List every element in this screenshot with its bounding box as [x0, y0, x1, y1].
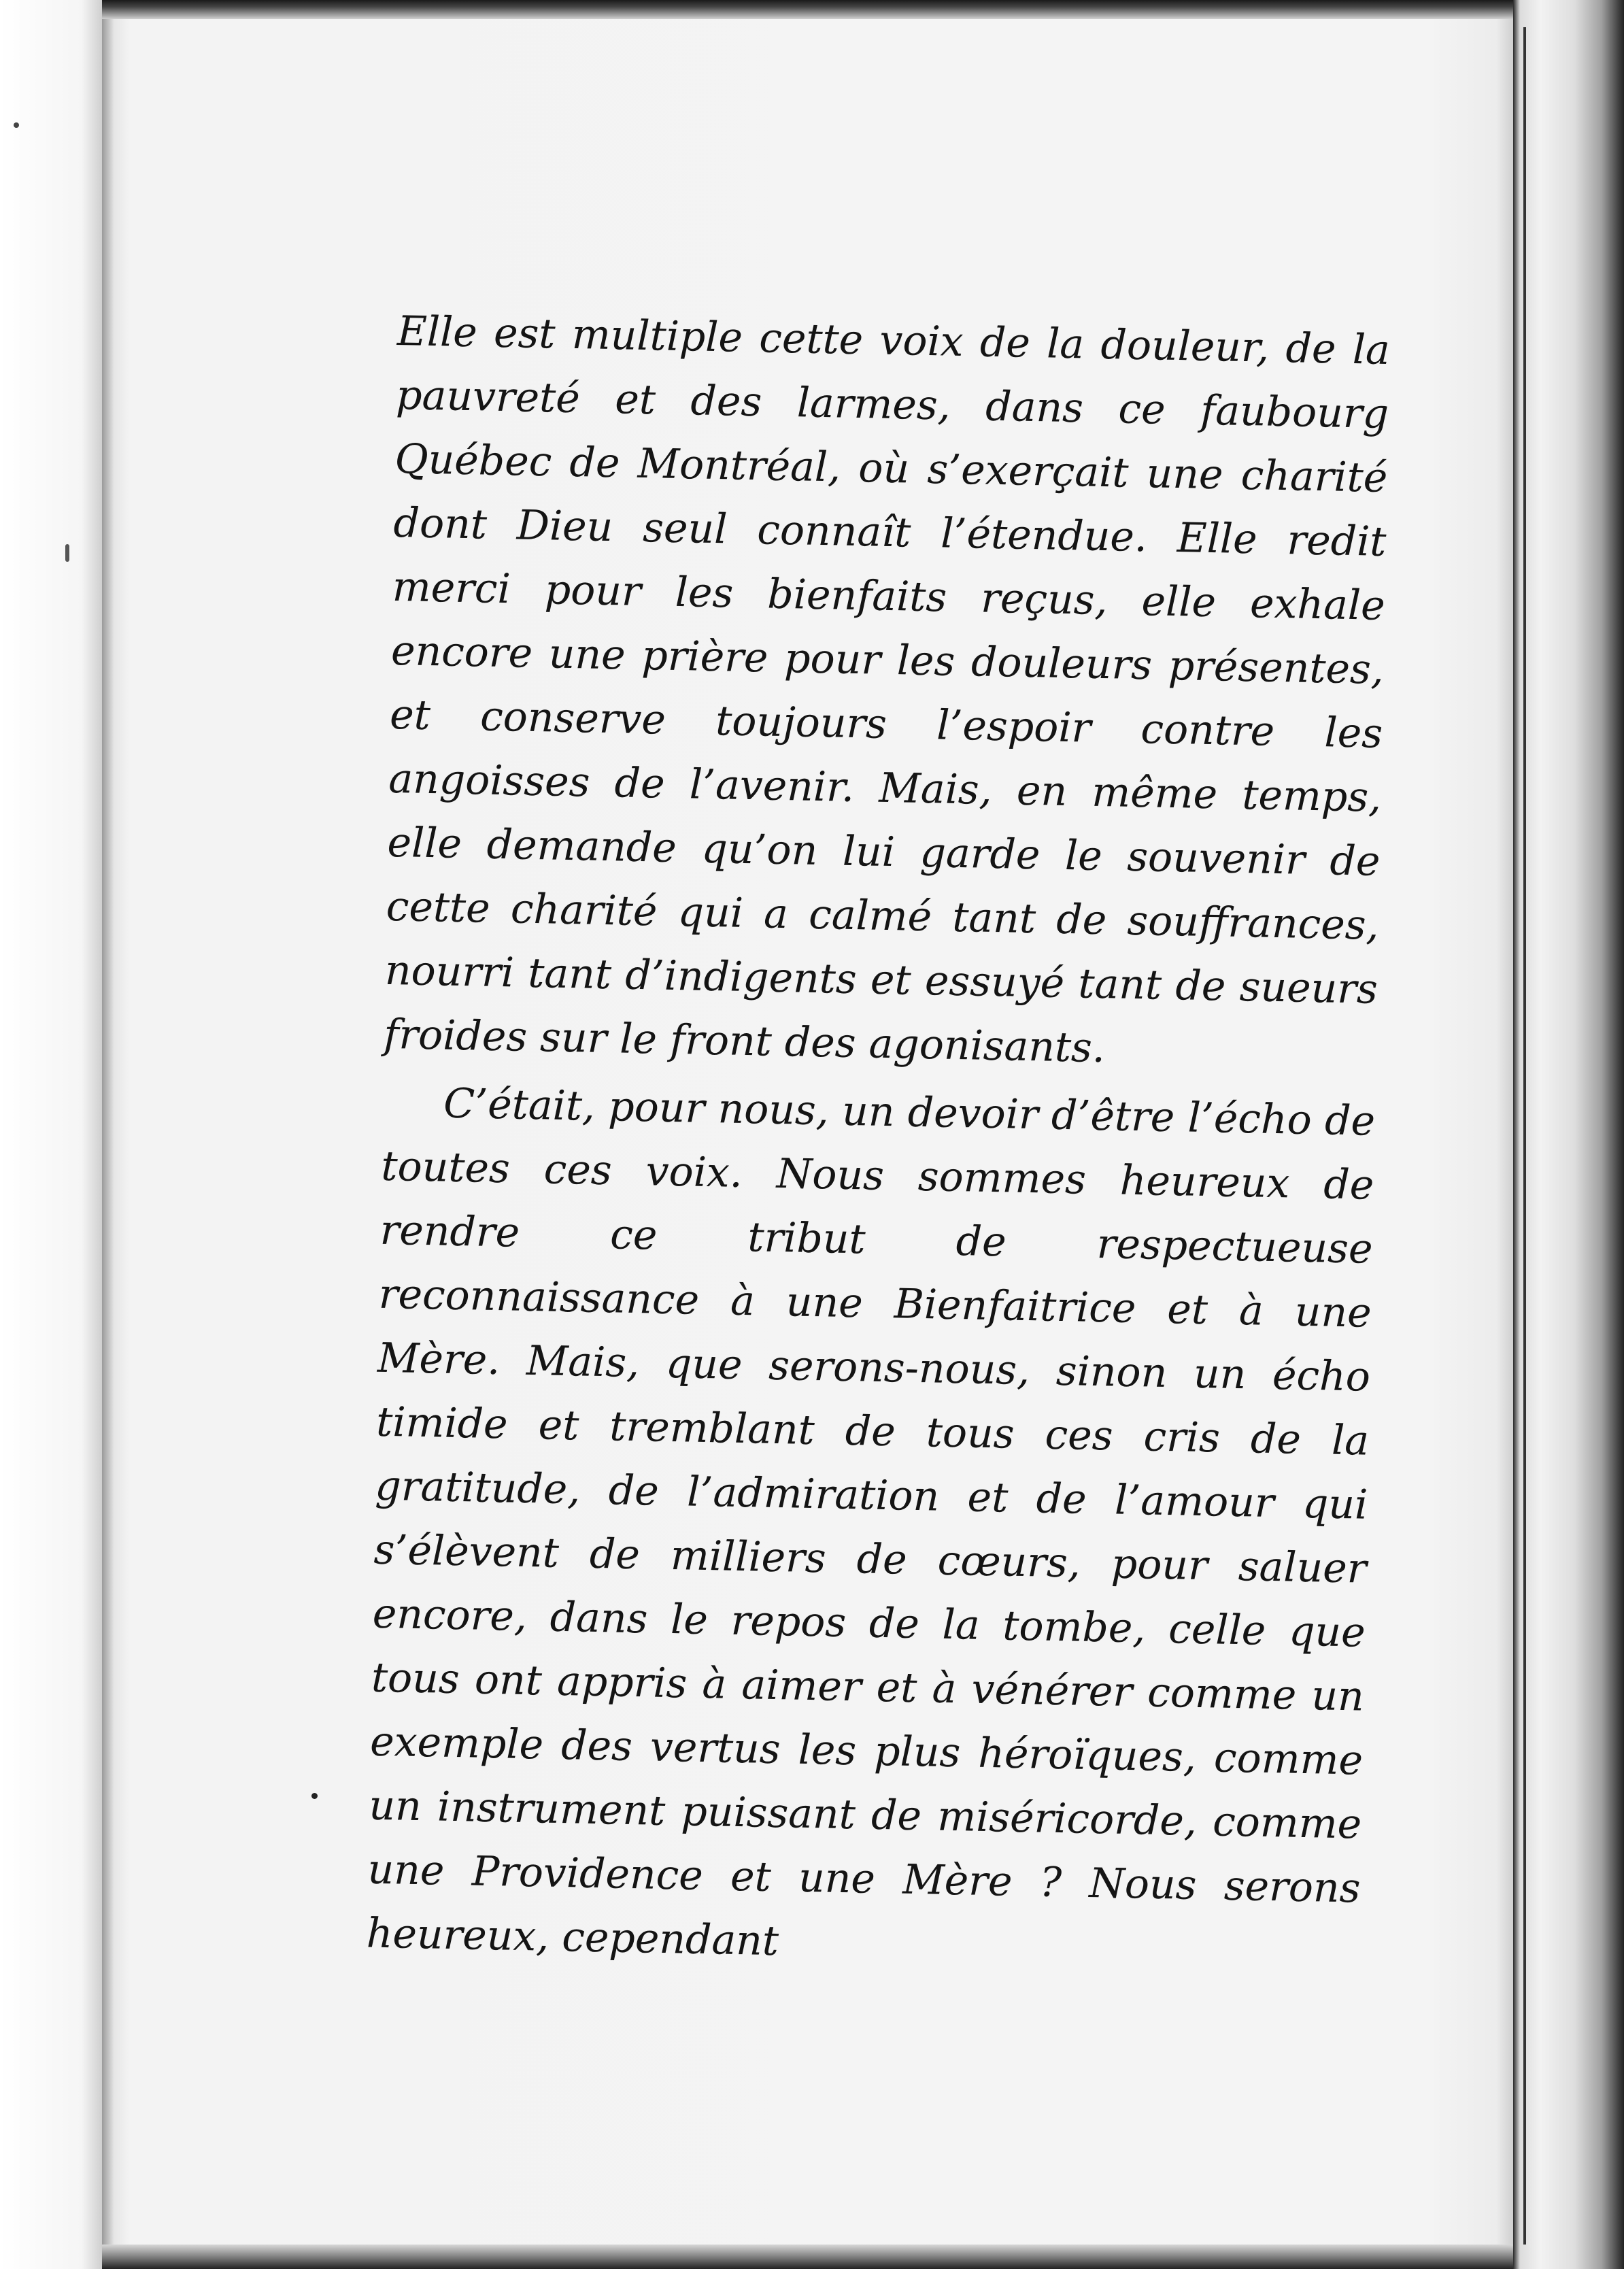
- left-margin: [0, 0, 109, 2269]
- margin-speck: [65, 544, 69, 562]
- margin-speck: [14, 122, 19, 128]
- paragraph: C’était, pour nous, un devoir d’être l’écho de toutes ces voix. Nous sommes heureux de rendre ce tribut de respectueuse reconnaissance à une Bienfaitrice et à une Mère. Mais, que serons-nous, sinon un écho timide et tremblant de tous ces cris de la gratitude, de l’admiration et de l’amour qui s’élèvent de milliers de cœurs, pour saluer encore, dans le repos de la tombe, celle que tous ont appris à aimer et à vénérer comme un exemple des vertus les plus héroïques, comme un instrument puissant de miséricorde, comme une Providence et une Mère ? Nous serons heureux, cependant: [366, 1079, 1376, 1966]
- page-top-edge: [102, 0, 1513, 19]
- margin-dot: [311, 1793, 318, 1799]
- paragraph: Elle est multiple cette voix de la douleur, de la pauvreté et des larmes, dans ce faubourg Québec de Montréal, où s’exerçait une charité dont Dieu seul connaît l’étendue. Elle redit merci pour les bienfaits reçus, elle exhale encore une prière pour les douleurs présentes, et conserve toujours l’espoir contre les angoisses de l’avenir. Mais, en même temps, elle demande qu’on lui garde le souvenir de cette charité qui a calmé tant de souffrances, nourri tant d’indigents et essuyé tant de sueurs froides sur le front des agonisants.: [383, 307, 1391, 1073]
- body-text: [366, 299, 1391, 1985]
- binding-line: [1523, 27, 1526, 2245]
- page-bottom-edge: [102, 2245, 1513, 2269]
- book-binding: [1513, 0, 1624, 2269]
